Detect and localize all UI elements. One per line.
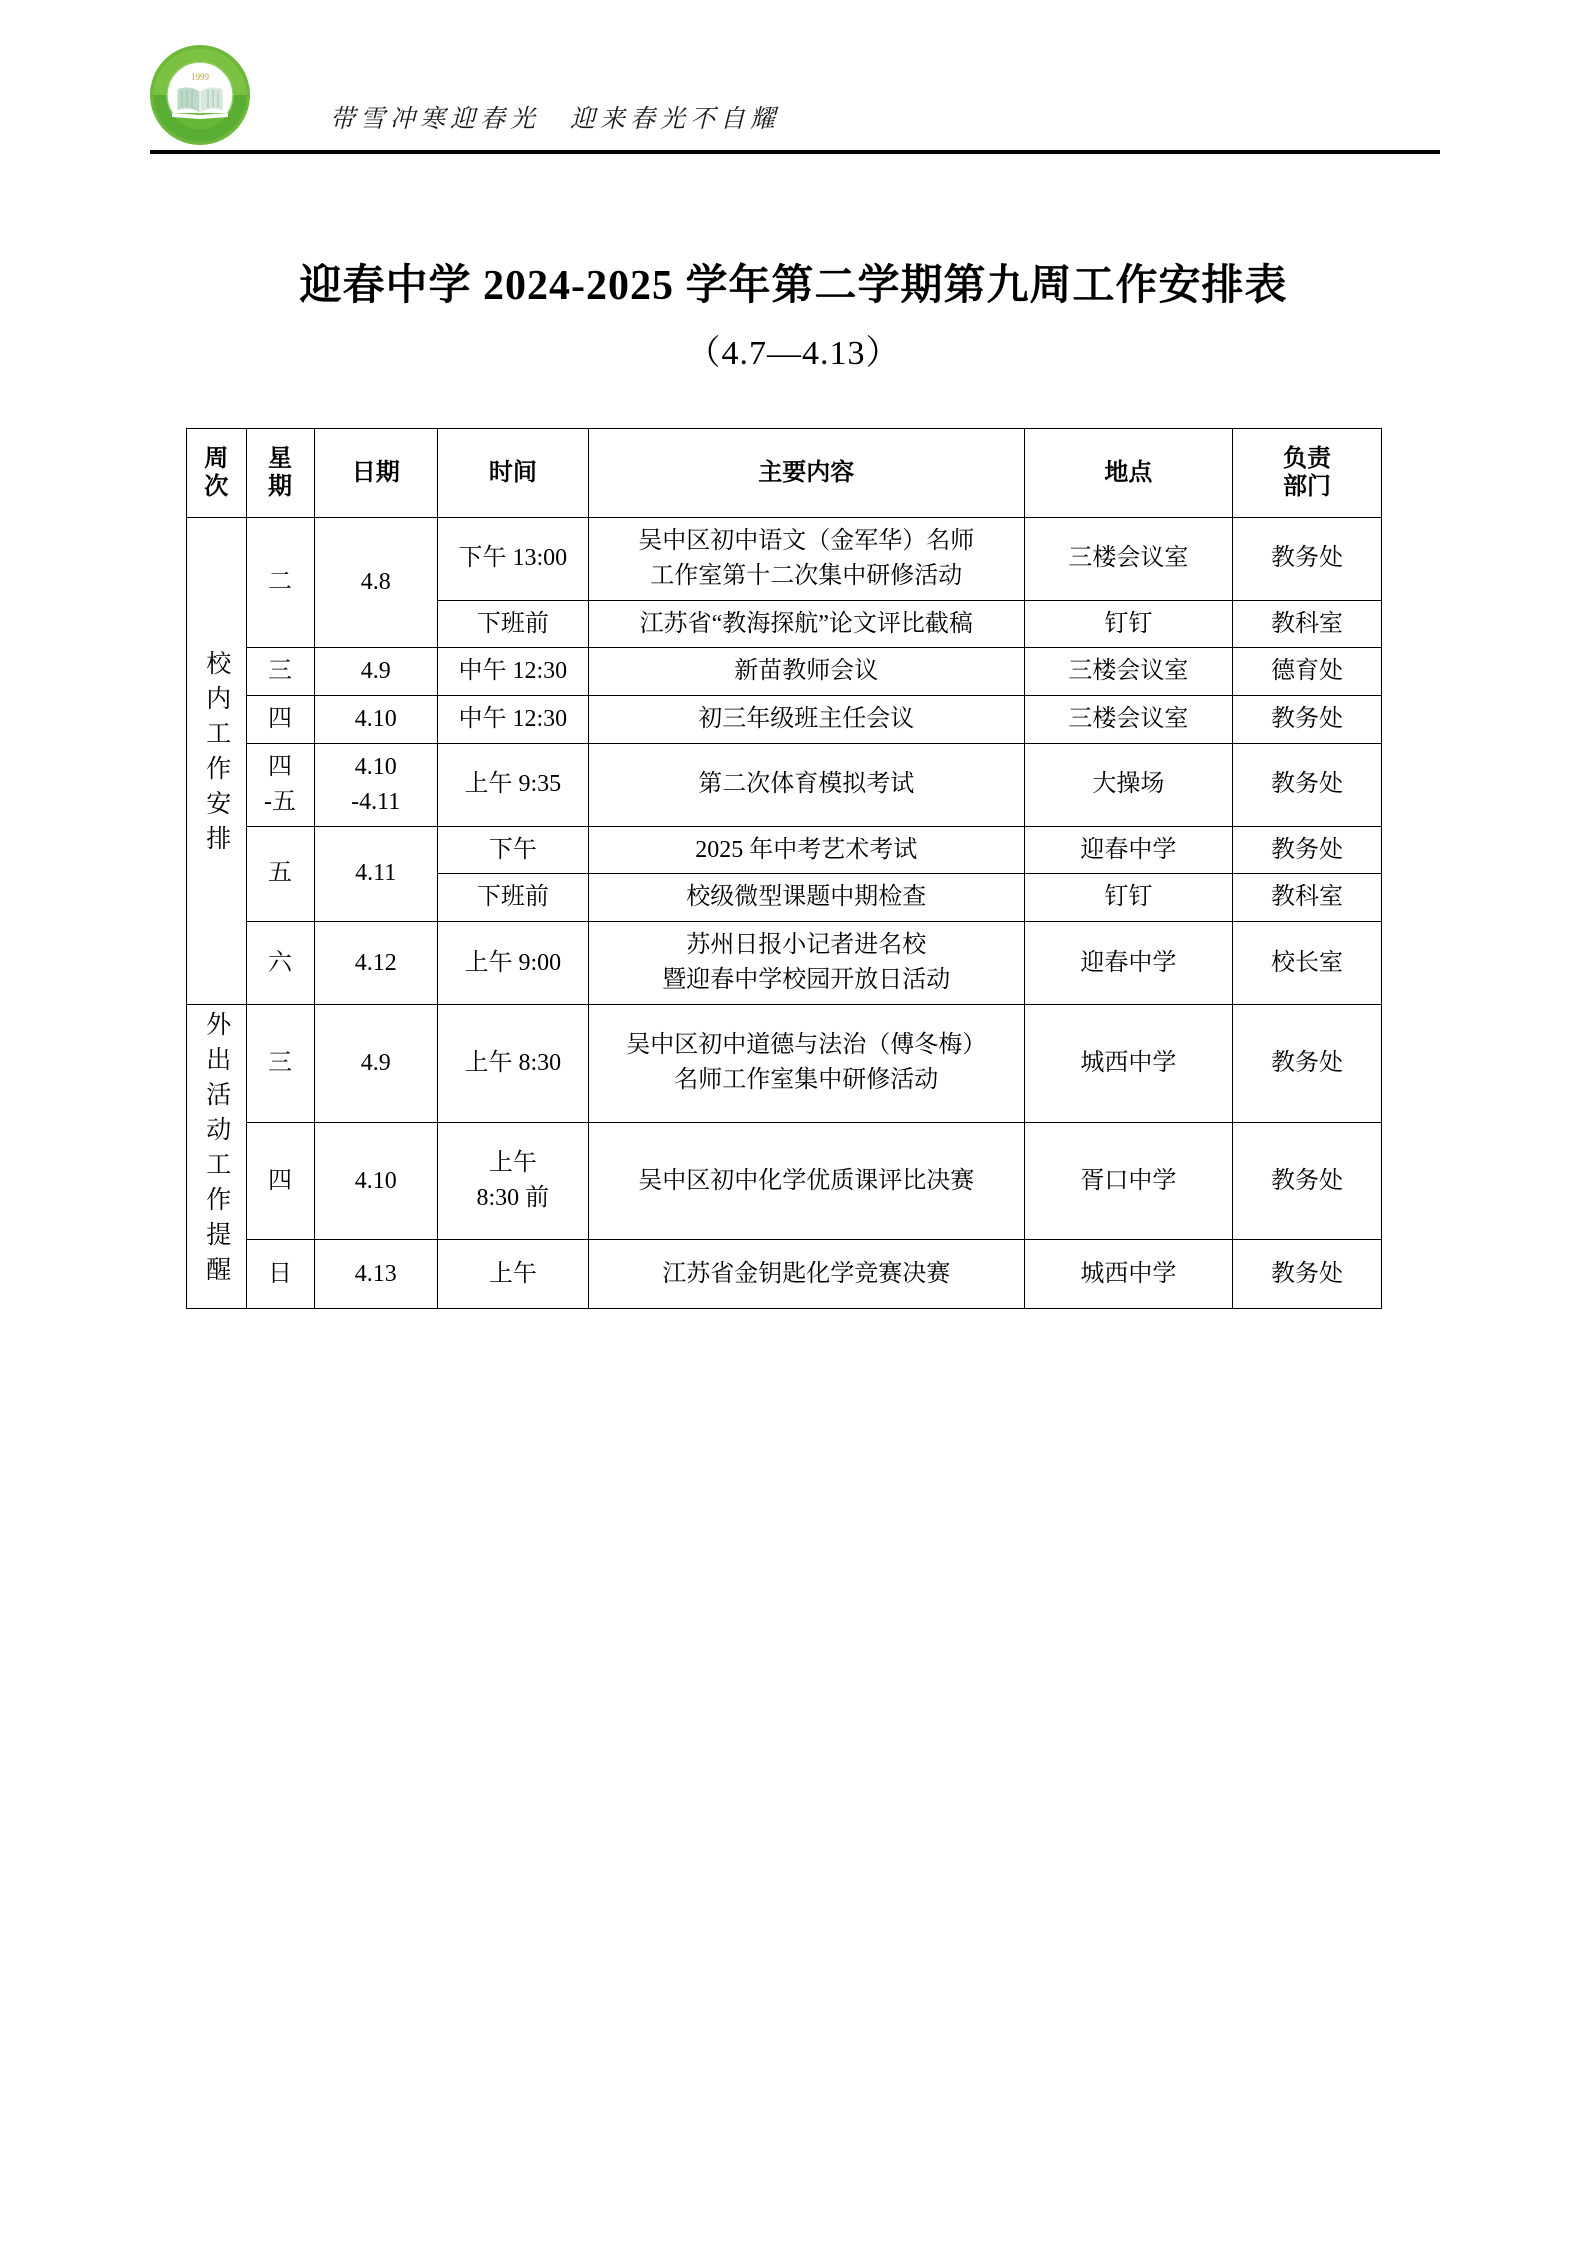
table-row	[187, 1004, 1382, 1122]
cell-time: 下班前	[437, 600, 588, 648]
cell-content: 2025 年中考艺术考试	[588, 826, 1024, 874]
table-row	[187, 826, 1382, 874]
cell-location: 三楼会议室	[1024, 518, 1232, 601]
cell-date: 4.8	[314, 518, 437, 648]
cell-location: 城西中学	[1024, 1004, 1232, 1122]
school-slogan: 带雪冲寒迎春光 迎来春光不自耀	[330, 106, 781, 133]
cell-time: 上午	[437, 1240, 588, 1308]
weekly-schedule-table	[186, 428, 1382, 1309]
schedule-table-wrap	[186, 428, 1382, 1309]
cell-location: 迎春中学	[1024, 826, 1232, 874]
cell-location: 大操场	[1024, 743, 1232, 826]
cell-weekday: 日	[246, 1240, 314, 1308]
header-cell-weekday	[246, 429, 314, 518]
cell-department: 教务处	[1233, 696, 1382, 744]
cell-location: 城西中学	[1024, 1240, 1232, 1308]
header-section-line2: 次	[204, 474, 229, 500]
cell-location: 迎春中学	[1024, 922, 1232, 1005]
cell-time: 上午 8:30	[437, 1004, 588, 1122]
letterhead	[140, 45, 1440, 155]
cell-location: 三楼会议室	[1024, 648, 1232, 696]
section-label-internal	[187, 518, 247, 1005]
cell-content-line1: 吴中区初中语文（金军华）名师	[638, 528, 975, 554]
cell-content: 江苏省金钥匙化学竞赛决赛	[588, 1240, 1024, 1308]
cell-weekday: 四	[246, 1122, 314, 1240]
school-emblem-logo	[150, 45, 250, 145]
table-header-row	[187, 429, 1382, 518]
page-subtitle: （4.7—4.13）	[686, 335, 901, 372]
cell-date: 4.9	[314, 648, 437, 696]
cell-time: 下午 13:00	[437, 518, 588, 601]
table-row	[187, 1122, 1382, 1240]
cell-department: 教务处	[1233, 1122, 1382, 1240]
cell-department: 教科室	[1233, 600, 1382, 648]
cell-time: 上午 9:00	[437, 922, 588, 1005]
cell-content: 江苏省“教海探航”论文评比截稿	[588, 600, 1024, 648]
section-label-external-text: 外出活动工作提醒	[202, 1010, 230, 1291]
cell-content: 吴中区初中化学优质课评比决赛	[588, 1122, 1024, 1240]
header-weekday-line1: 星	[268, 445, 293, 472]
cell-weekday: 四	[246, 696, 314, 744]
cell-content	[588, 922, 1024, 1005]
cell-content: 新苗教师会议	[588, 648, 1024, 696]
table-row	[187, 696, 1382, 744]
cell-time: 下午	[437, 826, 588, 874]
letterhead-divider	[150, 150, 1440, 154]
header-cell-section	[187, 429, 247, 518]
cell-content	[588, 518, 1024, 601]
header-cell-content: 主要内容	[588, 429, 1024, 518]
cell-department: 德育处	[1233, 648, 1382, 696]
cell-location: 胥口中学	[1024, 1122, 1232, 1240]
header-section-line1: 周	[204, 445, 229, 472]
table-row	[187, 1240, 1382, 1308]
cell-time: 中午 12:30	[437, 696, 588, 744]
cell-date-line1: 4.10	[354, 753, 397, 780]
table-row	[187, 518, 1382, 601]
cell-department: 教务处	[1233, 1240, 1382, 1308]
cell-date	[314, 743, 437, 826]
cell-date: 4.13	[314, 1240, 437, 1308]
cell-content-line2: 工作室第十二次集中研修活动	[650, 562, 963, 589]
cell-content-line1: 吴中区初中道德与法治（傅冬梅）	[626, 1032, 987, 1059]
cell-time	[437, 1122, 588, 1240]
cell-location: 钉钉	[1024, 874, 1232, 922]
cell-content-line2: 名师工作室集中研修活动	[674, 1067, 939, 1094]
header-cell-department	[1233, 429, 1382, 518]
svg-text:1999: 1999	[191, 72, 209, 82]
cell-time: 中午 12:30	[437, 648, 588, 696]
cell-weekday: 三	[246, 648, 314, 696]
cell-department: 教务处	[1233, 743, 1382, 826]
cell-time-line2: 8:30 前	[476, 1184, 550, 1211]
cell-location: 三楼会议室	[1024, 696, 1232, 744]
cell-date-line2: -4.11	[351, 788, 401, 815]
header-cell-location: 地点	[1024, 429, 1232, 518]
cell-weekday: 五	[246, 826, 314, 922]
table-row	[187, 743, 1382, 826]
header-weekday-line2: 期	[268, 474, 293, 500]
cell-content: 初三年级班主任会议	[588, 696, 1024, 744]
header-cell-date: 日期	[314, 429, 437, 518]
cell-weekday-line1: 四	[268, 753, 293, 780]
section-label-internal-text: 校内工作安排	[202, 650, 230, 861]
cell-department: 校长室	[1233, 922, 1382, 1005]
cell-content: 第二次体育模拟考试	[588, 743, 1024, 826]
cell-content: 校级微型课题中期检查	[588, 874, 1024, 922]
cell-content	[588, 1004, 1024, 1122]
cell-location: 钉钉	[1024, 600, 1232, 648]
cell-weekday: 三	[246, 1004, 314, 1122]
cell-weekday	[246, 743, 314, 826]
table-row	[187, 922, 1382, 1005]
cell-content-line1: 苏州日报小记者进名校	[686, 932, 927, 959]
header-cell-time: 时间	[437, 429, 588, 518]
cell-weekday: 二	[246, 518, 314, 648]
cell-weekday: 六	[246, 922, 314, 1005]
cell-date: 4.10	[314, 696, 437, 744]
cell-date: 4.11	[314, 826, 437, 922]
cell-date: 4.9	[314, 1004, 437, 1122]
cell-department: 教务处	[1233, 518, 1382, 601]
cell-department: 教务处	[1233, 826, 1382, 874]
cell-time: 下班前	[437, 874, 588, 922]
cell-department: 教科室	[1233, 874, 1382, 922]
cell-time-line1: 上午	[488, 1150, 537, 1177]
header-department-line2: 部门	[1283, 474, 1332, 500]
header-department-line1: 负责	[1283, 445, 1332, 472]
page-title: 迎春中学 2024-2025 学年第二学期第九周工作安排表	[299, 263, 1288, 309]
cell-date: 4.10	[314, 1122, 437, 1240]
cell-content-line2: 暨迎春中学校园开放日活动	[662, 966, 951, 993]
cell-department: 教务处	[1233, 1004, 1382, 1122]
section-label-external	[187, 1004, 247, 1308]
cell-time: 上午 9:35	[437, 743, 588, 826]
cell-weekday-line2: -五	[264, 788, 297, 815]
cell-date: 4.12	[314, 922, 437, 1005]
table-row	[187, 648, 1382, 696]
